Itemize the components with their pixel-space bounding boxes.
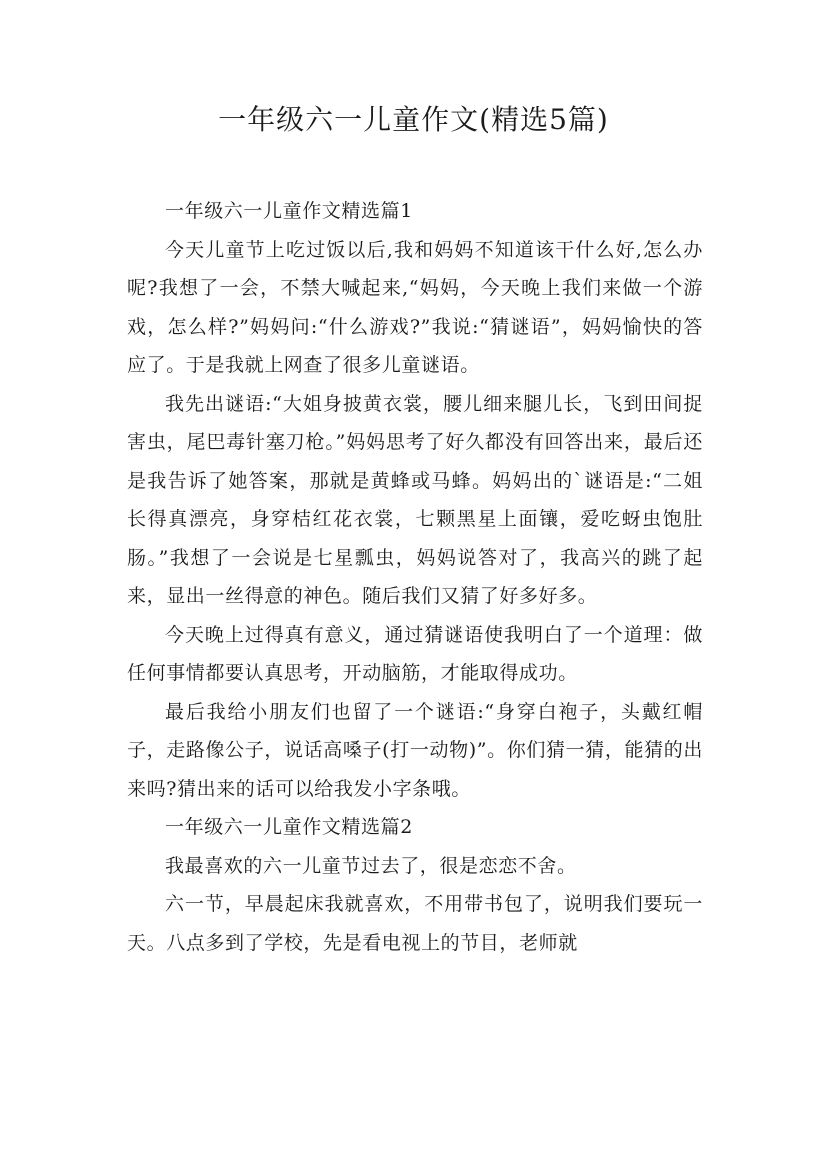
section-heading-2: 一年级六一儿童作文精选篇2: [165, 816, 413, 838]
paragraph: 我最喜欢的六一儿童节过去了，很是恋恋不舍。: [165, 854, 577, 877]
document-title: 一年级六一儿童作文(精选5篇): [218, 103, 609, 136]
paragraph: 六一节，早晨起床我就喜欢，不用带书包了，说明我们要玩一天。八点多到了学校，先是看电视上的节目，老师就: [127, 893, 703, 954]
document-body: [127, 192, 703, 962]
section-heading-1: 一年级六一儿童作文精选篇1: [165, 200, 413, 222]
paragraph: 今天晚上过得真有意义，通过猜谜语使我明白了一个道理：做任何事情都要认真思考，开动脑筋，才能取得成功。: [127, 623, 703, 684]
paragraph: 我先出谜语:“大姐身披黄衣裳，腰儿细来腿儿长，飞到田间捉害虫，尾巴毒针塞刀枪。”妈妈思考了好久都没有回答出来，最后还是我告诉了她答案，那就是黄蜂或马蜂。妈妈出的`谜语是:“二姐长得真漂亮，身穿桔红花衣裳，七颗黑星上面镶，爱吃蚜虫饱肚肠。”我想了一会说是七星瓢虫，妈妈说答对了，我高兴的跳了起来，显出一丝得意的神色。随后我们又猜了好多好多。: [127, 392, 703, 607]
paragraph: 今天儿童节上吃过饭以后,我和妈妈不知道该干什么好,怎么办呢?我想了一会，不禁大喊起来,“妈妈，今天晚上我们来做一个游戏，怎么样?”妈妈问:“什么游戏?”我说:“猜谜语”，妈妈愉快的答应了。于是我就上网查了很多儿童谜语。: [127, 238, 703, 376]
paragraph: 最后我给小朋友们也留了一个谜语:“身穿白袍子，头戴红帽子，走路像公子，说话高嗓子(打一动物)”。你们猜一猜，能猜的出来吗?猜出来的话可以给我发小字条哦。: [127, 700, 703, 800]
